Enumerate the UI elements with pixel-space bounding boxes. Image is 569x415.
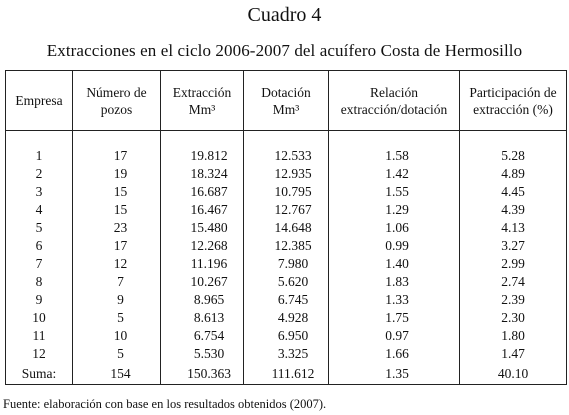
cell-participacion: 4.13 (460, 219, 567, 237)
cell-empresa: 12 (6, 345, 73, 363)
header-line: Mm³ (272, 101, 300, 117)
cell-pozos: 19 (73, 165, 161, 183)
header-line: extracción/dotación (340, 101, 448, 117)
spacer-cell (329, 131, 460, 148)
cell-relacion: 1.58 (329, 147, 460, 165)
cell-relacion: 1.83 (329, 273, 460, 291)
cell-pozos: 17 (73, 237, 161, 255)
table-row (6, 255, 567, 273)
cell-extraccion: 19.812 (161, 147, 244, 165)
cell-dotacion: 12.385 (244, 237, 329, 255)
cell-participacion: 2.30 (460, 309, 567, 327)
cell-pozos: 15 (73, 183, 161, 201)
cell-relacion: 1.55 (329, 183, 460, 201)
cell-empresa: 4 (6, 201, 73, 219)
table-row (6, 273, 567, 291)
cell-pozos: 10 (73, 327, 161, 345)
cell-dotacion: 4.928 (244, 309, 329, 327)
header-extraccion (161, 71, 244, 131)
table-row (6, 147, 567, 165)
cell-empresa: 10 (6, 309, 73, 327)
cell-empresa: 1 (6, 147, 73, 165)
header-line: Participación de (469, 84, 557, 100)
cell-empresa: 7 (6, 255, 73, 273)
cell-empresa: 11 (6, 327, 73, 345)
cell-pozos: 5 (73, 309, 161, 327)
cell-participacion: 2.74 (460, 273, 567, 291)
cell-extraccion: 12.268 (161, 237, 244, 255)
cell-pozos: 154 (73, 363, 161, 385)
cell-empresa: 3 (6, 183, 73, 201)
cell-relacion: 1.75 (329, 309, 460, 327)
cell-participacion: 4.89 (460, 165, 567, 183)
cell-dotacion: 14.648 (244, 219, 329, 237)
cell-pozos: 12 (73, 255, 161, 273)
cell-participacion: 1.80 (460, 327, 567, 345)
cell-relacion: 1.42 (329, 165, 460, 183)
cell-relacion: 1.06 (329, 219, 460, 237)
cell-relacion: 1.29 (329, 201, 460, 219)
table-row (6, 309, 567, 327)
spacer-cell (460, 131, 567, 148)
cell-extraccion: 16.687 (161, 183, 244, 201)
table-row (6, 345, 567, 363)
cell-dotacion: 6.950 (244, 327, 329, 345)
cell-participacion: 5.28 (460, 147, 567, 165)
cell-extraccion: 150.363 (161, 363, 244, 385)
table-row (6, 219, 567, 237)
spacer-cell (161, 131, 244, 148)
cell-pozos: 23 (73, 219, 161, 237)
header-dotacion (244, 71, 329, 131)
cell-extraccion: 10.267 (161, 273, 244, 291)
cell-extraccion: 8.965 (161, 291, 244, 309)
cell-dotacion: 3.325 (244, 345, 329, 363)
table-title: Cuadro 4 (247, 4, 322, 26)
header-line: Número de (86, 84, 147, 100)
cell-relacion: 0.97 (329, 327, 460, 345)
cell-extraccion: 15.480 (161, 219, 244, 237)
cell-participacion: 2.39 (460, 291, 567, 309)
spacer-cell (244, 131, 329, 148)
cell-empresa: 2 (6, 165, 73, 183)
cell-dotacion: 10.795 (244, 183, 329, 201)
cell-pozos: 9 (73, 291, 161, 309)
cell-empresa: 9 (6, 291, 73, 309)
table-row (6, 327, 567, 345)
table-row (6, 165, 567, 183)
cell-extraccion: 8.613 (161, 309, 244, 327)
cell-empresa: 8 (6, 273, 73, 291)
header-line: Relación (370, 84, 418, 100)
cell-relacion: 0.99 (329, 237, 460, 255)
cell-participacion: 3.27 (460, 237, 567, 255)
spacer-cell (73, 131, 161, 148)
table-row (6, 237, 567, 255)
table-row (6, 291, 567, 309)
spacer-cell (6, 131, 73, 148)
cell-participacion: 4.45 (460, 183, 567, 201)
table-row (6, 183, 567, 201)
cell-dotacion: 12.935 (244, 165, 329, 183)
cell-pozos: 5 (73, 345, 161, 363)
spacer-row (6, 131, 567, 148)
header-row (6, 71, 567, 131)
table-row (6, 201, 567, 219)
cell-empresa: Suma: (6, 363, 73, 385)
cell-participacion: 40.10 (460, 363, 567, 385)
header-line: Empresa (15, 93, 63, 108)
table-body (6, 131, 567, 385)
cell-participacion: 1.47 (460, 345, 567, 363)
cell-extraccion: 6.754 (161, 327, 244, 345)
cell-extraccion: 5.530 (161, 345, 244, 363)
total-row (6, 363, 567, 385)
header-empresa (6, 71, 73, 131)
header-line: pozos (100, 101, 133, 117)
cell-dotacion: 6.745 (244, 291, 329, 309)
header-participacion (460, 71, 567, 131)
cell-relacion: 1.66 (329, 345, 460, 363)
source-note: Fuente: elaboración con base en los resultados obtenidos (2007). (3, 397, 327, 411)
header-line: extracción (%) (473, 101, 553, 117)
cell-dotacion: 12.767 (244, 201, 329, 219)
cell-pozos: 17 (73, 147, 161, 165)
cell-pozos: 15 (73, 201, 161, 219)
cell-extraccion: 16.467 (161, 201, 244, 219)
header-line: Dotación (261, 84, 311, 100)
cell-relacion: 1.40 (329, 255, 460, 273)
header-numero-pozos (73, 71, 161, 131)
cell-dotacion: 7.980 (244, 255, 329, 273)
cell-relacion: 1.35 (329, 363, 460, 385)
header-line: Extracción (172, 84, 232, 100)
cell-participacion: 2.99 (460, 255, 567, 273)
cell-extraccion: 18.324 (161, 165, 244, 183)
cell-dotacion: 111.612 (244, 363, 329, 385)
extraction-table (5, 70, 567, 385)
cell-empresa: 6 (6, 237, 73, 255)
header-relacion (329, 71, 460, 131)
cell-pozos: 7 (73, 273, 161, 291)
cell-participacion: 4.39 (460, 201, 567, 219)
cell-dotacion: 5.620 (244, 273, 329, 291)
table-subtitle: Extracciones en el ciclo 2006-2007 del acuífero Costa de Hermosillo (46, 41, 523, 60)
header-line: Mm³ (188, 101, 216, 117)
cell-dotacion: 12.533 (244, 147, 329, 165)
cell-empresa: 5 (6, 219, 73, 237)
cell-extraccion: 11.196 (161, 255, 244, 273)
cell-relacion: 1.33 (329, 291, 460, 309)
